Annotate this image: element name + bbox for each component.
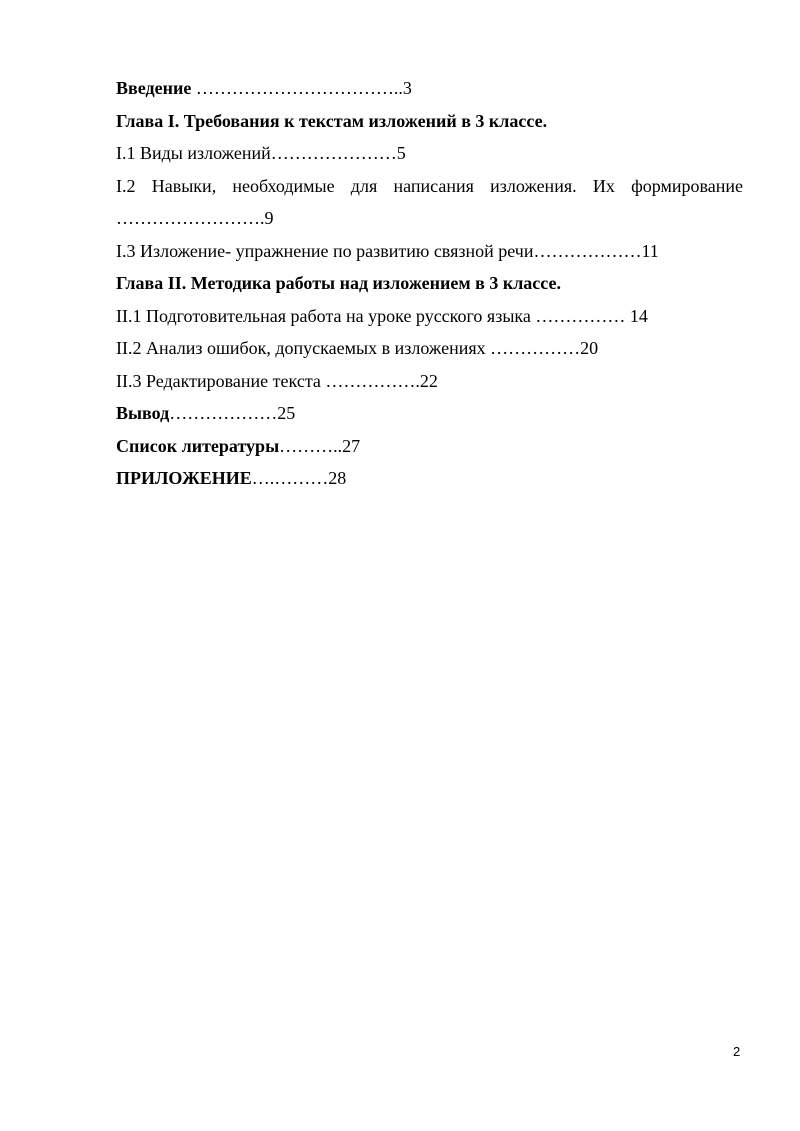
toc-entry-1-3: I.3 Изложение- упражнение по развитию связной речи………………11 [116, 240, 659, 261]
toc-entry-1-2-line1: I.2 Навыки, необходимые для написания изложения. Их формирование [116, 175, 743, 196]
table-of-contents [116, 72, 743, 495]
toc-entry-1-2-line2: …………………….9 [116, 208, 274, 228]
toc-title-conclusion: Вывод [116, 403, 170, 423]
toc-entry-2-1: II.1 Подготовительная работа на уроке русского языка …………… 14 [116, 305, 648, 326]
toc-chapter-1-heading: Глава I. Требования к текстам изложений в 3 классе. [116, 110, 548, 131]
toc-entry-2-2: II.2 Анализ ошибок, допускаемых в изложениях ……………20 [116, 338, 599, 358]
toc-leader-intro: …………………………….. [191, 78, 403, 98]
toc-entry-references [116, 430, 743, 463]
toc-title-appendix: ПРИЛОЖЕНИЕ [116, 468, 252, 488]
toc-leader-appendix: ….……… [251, 468, 329, 488]
toc-chapter-2-heading: Глава II. Методика работы над изложением в 3 классе. [116, 273, 561, 293]
toc-page-conclusion: 25 [277, 403, 296, 423]
toc-page-appendix: 28 [328, 468, 347, 488]
toc-entry-intro [116, 72, 743, 105]
page-number: 2 [733, 1044, 741, 1059]
toc-leader-references: ……….. [279, 435, 343, 456]
toc-leader-conclusion: ……………… [169, 403, 278, 423]
toc-entry-2-3: II.3 Редактирование текста …………….22 [116, 370, 438, 391]
toc-page-references: 27 [342, 435, 361, 456]
toc-entry-conclusion [116, 397, 743, 430]
toc-page-intro: 3 [402, 78, 412, 98]
toc-title-intro: Введение [116, 78, 192, 98]
toc-title-references: Список литературы [116, 435, 280, 456]
toc-entry-appendix [116, 462, 743, 495]
toc-entry-1-1: I.1 Виды изложений…………………5 [116, 143, 406, 163]
